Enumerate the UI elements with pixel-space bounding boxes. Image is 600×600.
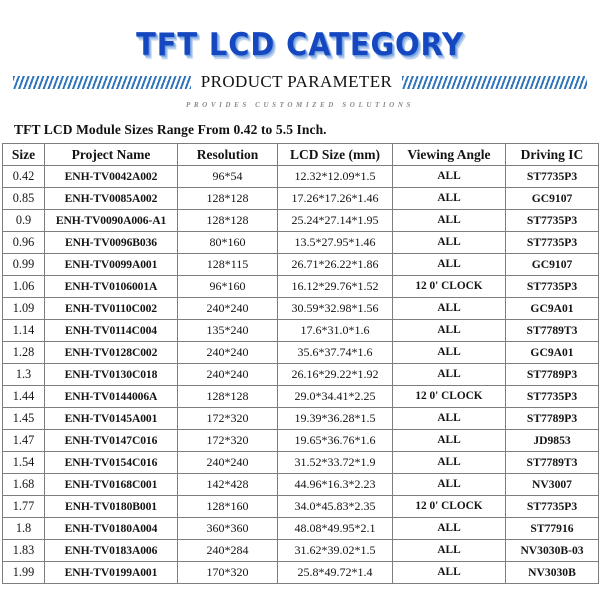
table-row [3,518,599,540]
cell-driving-ic: ST77916 [506,518,599,540]
cell-resolution: 80*160 [178,232,278,254]
cell-viewing-angle: ALL [393,540,506,562]
cell-driving-ic: ST7789P3 [506,364,599,386]
cell-lcd-size: 34.0*45.83*2.35 [278,496,393,518]
cell-project-name: ENH-TV0099A001 [45,254,178,276]
cell-project-name: ENH-TV0042A002 [45,166,178,188]
cell-lcd-size: 19.65*36.76*1.6 [278,430,393,452]
cell-project-name: ENH-TV0180A004 [45,518,178,540]
column-header-driving-ic: Driving IC [506,144,599,166]
cell-driving-ic: ST7789T3 [506,320,599,342]
cell-resolution: 172*320 [178,430,278,452]
cell-resolution: 96*160 [178,276,278,298]
cell-project-name: ENH-TV0130C018 [45,364,178,386]
table-caption: TFT LCD Module Sizes Range From 0.42 to 5.5 Inch. [14,122,327,137]
table-row [3,386,599,408]
cell-size: 1.8 [3,518,45,540]
cell-size: 0.85 [3,188,45,210]
cell-project-name: ENH-TV0106001A [45,276,178,298]
cell-viewing-angle: ALL [393,430,506,452]
cell-viewing-angle: ALL [393,210,506,232]
table-row [3,342,599,364]
table-row [3,320,599,342]
cell-size: 1.54 [3,452,45,474]
cell-driving-ic: ST7735P3 [506,232,599,254]
cell-size: 1.45 [3,408,45,430]
page-header [0,0,600,109]
cell-driving-ic: GC9A01 [506,342,599,364]
cell-project-name: ENH-TV0096B036 [45,232,178,254]
cell-viewing-angle: ALL [393,342,506,364]
cell-driving-ic: GC9A01 [506,298,599,320]
cell-size: 1.83 [3,540,45,562]
cell-lcd-size: 25.8*49.72*1.4 [278,562,393,584]
stripes-right-decoration [402,76,587,89]
column-header-lcd-size: LCD Size (mm) [278,144,393,166]
cell-project-name: ENH-TV0154C016 [45,452,178,474]
cell-driving-ic: ST7789T3 [506,452,599,474]
cell-driving-ic: NV3007 [506,474,599,496]
table-row [3,188,599,210]
cell-resolution: 172*320 [178,408,278,430]
cell-resolution: 128*115 [178,254,278,276]
cell-resolution: 240*284 [178,540,278,562]
cell-lcd-size: 19.39*36.28*1.5 [278,408,393,430]
cell-size: 1.09 [3,298,45,320]
cell-resolution: 128*128 [178,386,278,408]
cell-lcd-size: 13.5*27.95*1.46 [278,232,393,254]
cell-project-name: ENH-TV0145A001 [45,408,178,430]
table-row [3,430,599,452]
cell-size: 1.06 [3,276,45,298]
cell-viewing-angle: ALL [393,320,506,342]
cell-driving-ic: ST7735P3 [506,166,599,188]
cell-resolution: 240*240 [178,364,278,386]
page-title: TFT LCD CATEGORY [136,27,464,63]
cell-resolution: 360*360 [178,518,278,540]
table-header-row [3,144,599,166]
cell-driving-ic: ST7735P3 [506,386,599,408]
cell-viewing-angle: ALL [393,452,506,474]
cell-viewing-angle: ALL [393,232,506,254]
cell-project-name: ENH-TV0199A001 [45,562,178,584]
stripes-left-decoration [13,76,191,89]
table-row [3,562,599,584]
cell-viewing-angle: ALL [393,562,506,584]
table-row [3,474,599,496]
cell-size: 1.14 [3,320,45,342]
cell-resolution: 240*240 [178,452,278,474]
tagline: PROVIDES CUSTOMIZED SOLUTIONS [186,101,414,109]
cell-lcd-size: 30.59*32.98*1.56 [278,298,393,320]
cell-lcd-size: 12.32*12.09*1.5 [278,166,393,188]
table-row [3,364,599,386]
column-header-project-name: Project Name [45,144,178,166]
cell-driving-ic: ST7789P3 [506,408,599,430]
cell-viewing-angle: ALL [393,188,506,210]
cell-viewing-angle: ALL [393,254,506,276]
cell-project-name: ENH-TV0110C002 [45,298,178,320]
cell-size: 0.42 [3,166,45,188]
section-title-band [0,72,600,92]
table-row [3,276,599,298]
cell-viewing-angle: 12 0' CLOCK [393,276,506,298]
cell-driving-ic: NV3030B-03 [506,540,599,562]
cell-size: 1.77 [3,496,45,518]
table-row [3,210,599,232]
cell-size: 0.96 [3,232,45,254]
cell-resolution: 142*428 [178,474,278,496]
table-row [3,254,599,276]
cell-size: 0.9 [3,210,45,232]
table-row [3,166,599,188]
cell-driving-ic: ST7735P3 [506,276,599,298]
cell-lcd-size: 44.96*16.3*2.23 [278,474,393,496]
cell-driving-ic: ST7735P3 [506,210,599,232]
table-row [3,408,599,430]
cell-size: 1.28 [3,342,45,364]
cell-driving-ic: GC9107 [506,254,599,276]
table-row [3,298,599,320]
cell-size: 1.3 [3,364,45,386]
cell-viewing-angle: 12 0' CLOCK [393,386,506,408]
cell-lcd-size: 17.6*31.0*1.6 [278,320,393,342]
table-row [3,232,599,254]
cell-lcd-size: 31.52*33.72*1.9 [278,452,393,474]
cell-size: 1.44 [3,386,45,408]
cell-resolution: 96*54 [178,166,278,188]
cell-viewing-angle: ALL [393,518,506,540]
table-body [3,166,599,584]
cell-resolution: 135*240 [178,320,278,342]
cell-lcd-size: 25.24*27.14*1.95 [278,210,393,232]
table-row [3,452,599,474]
spec-table [2,143,599,584]
cell-lcd-size: 35.6*37.74*1.6 [278,342,393,364]
cell-viewing-angle: 12 0' CLOCK [393,496,506,518]
cell-resolution: 240*240 [178,298,278,320]
cell-viewing-angle: ALL [393,408,506,430]
cell-viewing-angle: ALL [393,298,506,320]
cell-viewing-angle: ALL [393,166,506,188]
column-header-viewing-angle: Viewing Angle [393,144,506,166]
cell-lcd-size: 48.08*49.95*2.1 [278,518,393,540]
cell-size: 0.99 [3,254,45,276]
section-title: PRODUCT PARAMETER [200,72,393,91]
cell-project-name: ENH-TV0168C001 [45,474,178,496]
cell-resolution: 170*320 [178,562,278,584]
cell-size: 1.99 [3,562,45,584]
cell-lcd-size: 16.12*29.76*1.52 [278,276,393,298]
cell-project-name: ENH-TV0147C016 [45,430,178,452]
cell-driving-ic: JD9853 [506,430,599,452]
table-row [3,540,599,562]
cell-size: 1.68 [3,474,45,496]
cell-project-name: ENH-TV0183A006 [45,540,178,562]
cell-lcd-size: 29.0*34.41*2.25 [278,386,393,408]
cell-lcd-size: 31.62*39.02*1.5 [278,540,393,562]
cell-lcd-size: 26.71*26.22*1.86 [278,254,393,276]
cell-resolution: 128*128 [178,210,278,232]
table-header [3,144,599,166]
cell-project-name: ENH-TV0114C004 [45,320,178,342]
cell-project-name: ENH-TV0090A006-A1 [45,210,178,232]
column-header-size: Size [3,144,45,166]
table-row [3,496,599,518]
cell-size: 1.47 [3,430,45,452]
cell-project-name: ENH-TV0085A002 [45,188,178,210]
cell-project-name: ENH-TV0128C002 [45,342,178,364]
cell-resolution: 128*128 [178,188,278,210]
cell-driving-ic: ST7735P3 [506,496,599,518]
spec-table-container [2,143,598,584]
cell-viewing-angle: ALL [393,474,506,496]
cell-driving-ic: NV3030B [506,562,599,584]
cell-lcd-size: 26.16*29.22*1.92 [278,364,393,386]
cell-driving-ic: GC9107 [506,188,599,210]
cell-lcd-size: 17.26*17.26*1.46 [278,188,393,210]
cell-project-name: ENH-TV0144006A [45,386,178,408]
cell-project-name: ENH-TV0180B001 [45,496,178,518]
cell-viewing-angle: ALL [393,364,506,386]
cell-resolution: 128*160 [178,496,278,518]
column-header-resolution: Resolution [178,144,278,166]
cell-resolution: 240*240 [178,342,278,364]
